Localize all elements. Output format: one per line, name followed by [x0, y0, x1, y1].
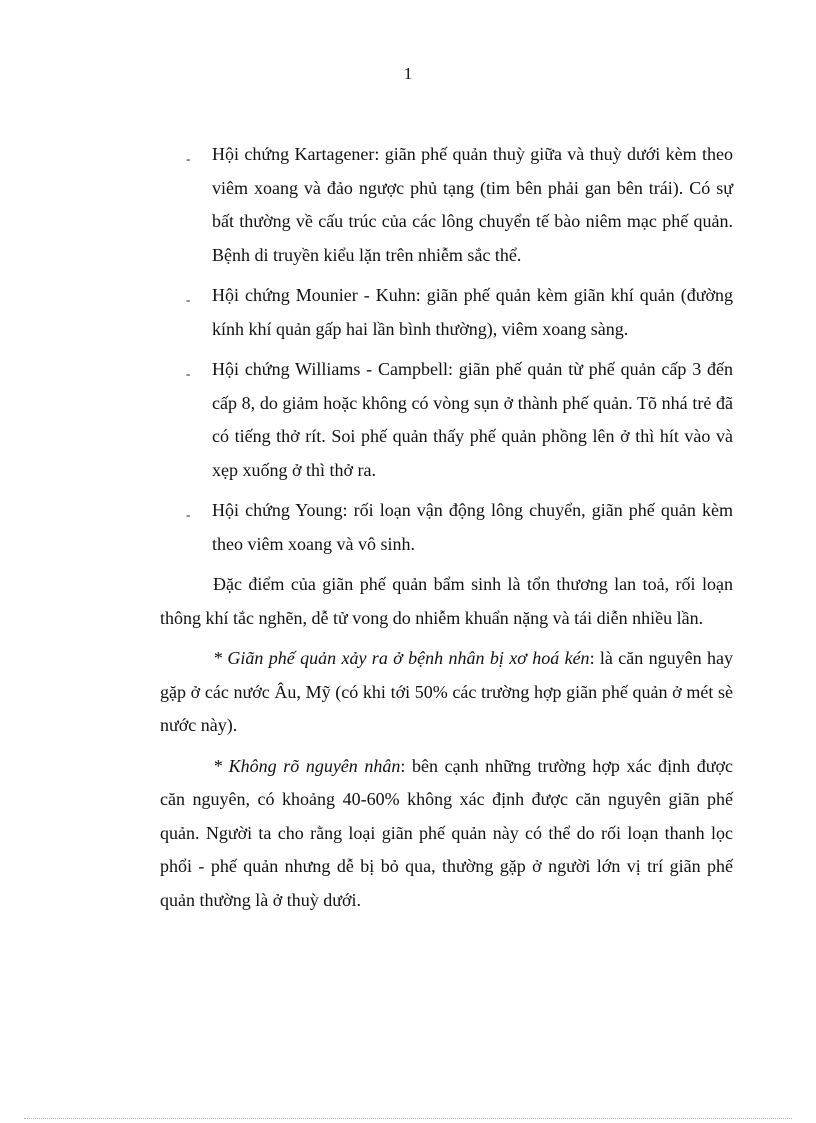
syndrome-mounier-kuhn-text: Hội chứng Mounier - Kuhn: giãn phế quản kèm giãn khí quản (đường kính khí quản gấp hai lần bình thường), viêm xoang sàng.	[212, 285, 733, 339]
syndrome-list-item	[160, 279, 733, 346]
dash-bullet-icon: -	[186, 366, 191, 381]
congenital-features-paragraph	[160, 568, 733, 635]
syndrome-young-text: Hội chứng Young: rối loạn vận động lông chuyển, giãn phế quản kèm theo viêm xoang và vô sinh.	[212, 500, 733, 554]
paragraph-lead-italic: * Giãn phế quản xảy ra ở bệnh nhân bị xơ hoá kén	[213, 648, 590, 668]
document-body	[160, 138, 733, 924]
dash-bullet-icon: -	[186, 151, 191, 166]
paragraph-text: : là căn nguyên hay gặp ở các nước Âu, Mỹ (có khi tới 50% các trường hợp giãn phế quản ở mét sè nước này).	[160, 648, 733, 735]
syndrome-list-item	[160, 138, 733, 272]
unknown-cause-paragraph	[160, 750, 733, 918]
cystic-fibrosis-paragraph	[160, 642, 733, 743]
dash-bullet-icon: -	[186, 292, 191, 307]
paragraph-lead-italic: * Không rõ nguyên nhân	[213, 755, 401, 776]
syndrome-list-item	[160, 353, 733, 487]
page-number: 1	[403, 64, 413, 83]
paragraph-text: Đặc điểm của giãn phế quản bẩm sinh là tổn thương lan toả, rối loạn thông khí tắc nghẽn, dễ tử vong do nhiễm khuẩn nặng và tái diễn nhiều lần.	[160, 574, 733, 628]
dash-bullet-icon: -	[186, 507, 191, 522]
paragraph-text: : bên cạnh những trường hợp xác định được căn nguyên, có khoảng 40-60% không xác định được căn nguyên giãn phế quản. Người ta cho rằng loại giãn phế quản này có thể do rối loạn thanh lọc phổi - phế quản nhưng dễ bị bỏ qua, thường gặp ở người lớn vị trí giãn phế quản thường là ở thuỳ dưới.	[160, 755, 733, 910]
syndrome-list-item	[160, 494, 733, 561]
page-bottom-divider	[24, 1118, 792, 1119]
syndrome-kartagener-text: Hội chứng Kartagener: giãn phế quản thuỳ giữa và thuỳ dưới kèm theo viêm xoang và đảo ngược phủ tạng (tim bên phải gan bên trái). Có sự bất thường về cấu trúc của các lông chuyển tế bào niêm mạc phế quản. Bệnh di truyền kiểu lặn trên nhiễm sắc thể.	[212, 144, 733, 265]
syndrome-williams-campbell-text: Hội chứng Williams - Campbell: giãn phế quản từ phế quản cấp 3 đến cấp 8, do giảm hoặc không có vòng sụn ở thành phế quản. Tõ nhá trẻ đã có tiếng thở rít. Soi phế quản thấy phế quản phồng lên ở thì hít vào và xẹp xuống ở thì thở ra.	[212, 359, 733, 480]
